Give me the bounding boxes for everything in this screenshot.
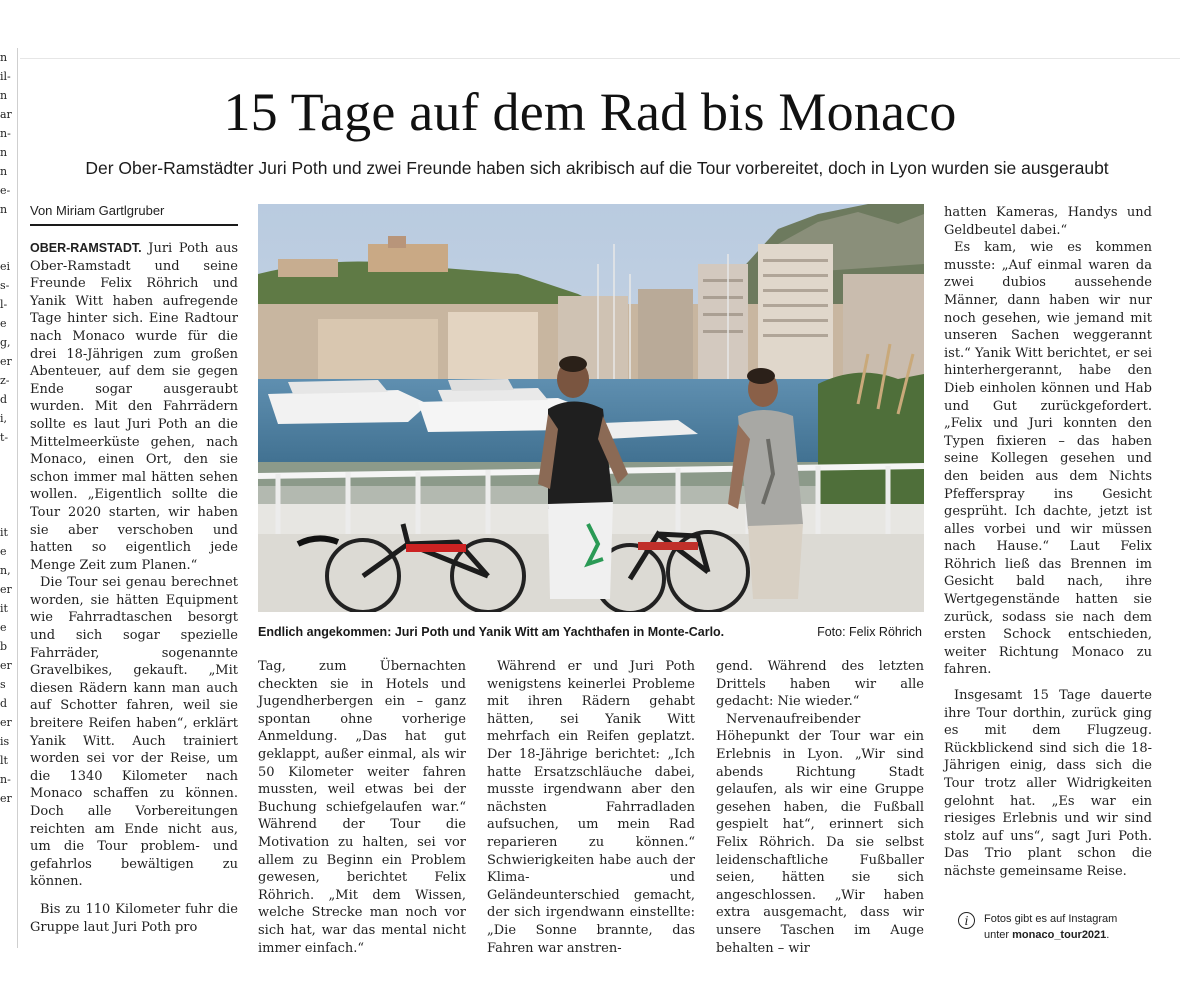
neighbor-fragment: er xyxy=(0,716,12,729)
neighbor-fragment: s- xyxy=(0,279,10,292)
instagram-handle: monaco_tour2021 xyxy=(1012,929,1107,941)
article-column-2 xyxy=(258,658,466,956)
neighbor-fragment: is xyxy=(0,735,10,748)
neighbor-fragment: it xyxy=(0,602,8,615)
neighbor-fragment xyxy=(0,466,13,485)
neighbor-fragment: er xyxy=(0,355,12,368)
paragraph: Insgesamt 15 Tage dauerte ihre Tour dorthin, zurück ging es mit dem Flugzeug. Rückblickend sind sich die 18-Jährigen einig, dass sich die Tour trotz aller Widrigkeiten gelohnt hat. „Es war ein riesiges Erlebnis und wir sind stolz auf uns“, sagt Juri Poth. Das Trio plant schon die nächste gemeinsame Reise. xyxy=(944,688,1152,879)
column-divider xyxy=(17,48,18,948)
neighbor-fragment xyxy=(0,219,13,238)
paragraph: gend. Während des letzten Drittels haben wir alle gedacht: Nie wieder.“ xyxy=(716,659,924,710)
subheadline: Der Ober-Ramstädter Juri Poth und zwei Freunde haben sich akribisch auf die Tour vorbereitet, doch in Lyon wurden sie ausgeraubt xyxy=(85,158,1109,178)
monaco-harbour-photo xyxy=(258,204,924,612)
neighbor-fragment: l- xyxy=(0,298,8,311)
article-photo xyxy=(258,204,924,612)
paragraph: Die Tour sei genau berechnet worden, sie hätten Equipment wie Fahrradtaschen besorgt und sich sogar spezielle Fahrräder, sogenannte Gravelbikes, gekauft. „Mit diesen Rädern kann man auch auf Schotter fahren, weil sie breitere Reifen haben“, erklärt Yanik Witt. Auch trainiert worden sei vor der Reise, um die 1340 Kilometer nach Monaco schaffen zu können. Doch alle Vorbereitungen reichten am Ende nicht aus, um die Tour problem- und gefahrlos bewältigen zu können. xyxy=(30,575,238,890)
top-rule xyxy=(20,58,1180,59)
neighbor-fragment: n xyxy=(0,203,8,216)
footnote-line-2: unter monaco_tour2021. xyxy=(984,929,1110,941)
photo-credit: Foto: Felix Röhrich xyxy=(817,625,922,639)
neighbor-fragment: e xyxy=(0,621,7,634)
neighbor-fragment: d xyxy=(0,697,8,710)
neighbor-fragment: d xyxy=(0,393,8,406)
neighbor-fragment xyxy=(0,485,13,504)
neighbor-fragment: n- xyxy=(0,127,11,140)
article-column-1 xyxy=(30,240,238,940)
neighbor-fragment: i, xyxy=(0,412,8,425)
caption-text: Endlich angekommen: Juri Poth und Yanik Witt am Yachthafen in Monte-Carlo. xyxy=(258,625,725,639)
neighbor-fragment: er xyxy=(0,583,12,596)
neighbor-fragment: n xyxy=(0,51,8,64)
neighbor-fragment: n xyxy=(0,89,8,102)
paragraph: Tag, zum Übernachten checkten sie in Hotels und Jugendherbergen ein – ganz spontan ohne vorherige Anmeldung. „Das hat gut geklappt, außer einmal, als wir 50 Kilometer weiter fahren mussten, weil etwas bei der Buchung schiefgelaufen war.“ Während der Tour die Motivation zu halten, sei vor allem zu Beginn ein Problem gewesen, berichtet Felix Röhrich. „Mit dem Wissen, welche Strecke man noch vor sich hat, war das mental nicht immer einfach.“ xyxy=(258,659,466,956)
neighbor-fragment: il- xyxy=(0,70,11,83)
neighbor-fragment: ar xyxy=(0,108,12,121)
paragraph: Es kam, wie es kommen musste: „Auf einmal waren da zwei dubios aussehende Männer, dann haben wir nur noch gesehen, wie jemand mit unseren Sachen weggerannt ist.“ Yanik Witt berichtet, er sei hinterhergerannt, habe den Dieb einholen können und Hab und Gut zurückgefordert. „Felix und Juri konnten den Typen fixieren – das haben seine Kollegen gesehen und den beiden aus dem Nichts Pfefferspray ins Gesicht gesprüht. Ich dachte, jetzt ist alles vorbei und wir müssen nach Hause.“ Laut Felix Röhrich ließ das Brennen im Gesicht bald nach, ihre Wertgegenstände hatten sie zurück, sodass sie nach dem ersten Schock entschieden, weiter Richtung Monaco zu fahren. xyxy=(944,240,1152,678)
neighbor-fragment: t- xyxy=(0,431,9,444)
headline: 15 Tage auf dem Rad bis Monaco xyxy=(223,82,957,142)
neighbor-fragment xyxy=(0,447,13,466)
neighbor-fragment: b xyxy=(0,640,8,653)
neighbor-fragment: s xyxy=(0,678,6,691)
neighbor-fragment: lt xyxy=(0,754,8,767)
neighbor-fragment: z- xyxy=(0,374,10,387)
info-icon: i xyxy=(958,912,975,929)
article-column-3 xyxy=(487,658,695,956)
neighbor-fragment xyxy=(0,238,13,257)
paragraph: Während er und Juri Poth wenigstens keinerlei Probleme mit ihren Rädern gehabt hätten, sei Yanik Witt mehrfach ein Reifen geplatzt. Der 18-Jährige berichtet: „Ich hatte Ersatzschläuche dabei, musste irgendwann aber den nächsten Fahrradladen aufsuchen, um mein Rad reparieren zu können.“ Schwierigkeiten habe auch der Klima- und Geländeunterschied gemacht, der sich irgendwann einstellte: „Die Sonne brannte, das Fahren war anstren- xyxy=(487,659,695,956)
neighbor-fragment: e xyxy=(0,317,7,330)
neighbor-fragment: e xyxy=(0,545,7,558)
neighbor-fragment: e- xyxy=(0,184,11,197)
neighbor-fragment: n, xyxy=(0,564,11,577)
byline: Von Miriam Gartlgruber xyxy=(30,200,238,226)
paragraph: OBER-RAMSTADT. Juri Poth aus Ober-Ramstadt und seine Freunde Felix Röhrich und Yanik Witt haben aufregende Tage hinter sich. Eine Radtour nach Monaco wurde für die drei 18-Jährigen zum großen Abenteuer, auf dem sie gegen Ende sogar ausgeraubt wurden. Mit den Fahrrädern sollte es laut Juri Poth an die Mittelmeerküste gehen, nach Monaco, einen Ort, den sie schon immer mal hätten sehen wollen. „Eigentlich sollte die Tour 2020 starten, wir haben sie aber verschoben und hatten so eigentlich jede Menge Zeit zum Planen.“ xyxy=(30,241,238,573)
neighbor-fragment: n xyxy=(0,165,8,178)
article-column-5 xyxy=(944,204,1152,904)
dateline: OBER-RAMSTADT. xyxy=(30,241,142,255)
neighbor-fragment: g, xyxy=(0,336,11,349)
neighbor-fragment: er xyxy=(0,659,12,672)
paragraph: Nervenaufreibender Höhepunkt der Tour war ein Erlebnis in Lyon. „Wir sind abends Richtung Stadt gelaufen, als wir eine Gruppe gesehen haben, die Fußball gespielt hat“, erinnert sich Felix Röhrich. Da sie selbst leidenschaftliche Fußballer seien, hätten sie sich angeschlossen. „Wir haben extra ausgemacht, dass wir unsere Taschen im Auge behalten – wir xyxy=(716,711,924,956)
photo-caption xyxy=(258,622,924,642)
neighbor-column-fragment xyxy=(0,48,13,948)
neighbor-fragment: it xyxy=(0,526,8,539)
footnote-line-1: Fotos gibt es auf Instagram xyxy=(984,913,1118,925)
neighbor-fragment: n xyxy=(0,146,8,159)
article-column-4 xyxy=(716,658,924,956)
neighbor-fragment xyxy=(0,504,13,523)
paragraph: hatten Kameras, Handys und Geldbeutel dabei.“ xyxy=(944,205,1152,238)
neighbor-fragment: n- xyxy=(0,773,11,786)
neighbor-fragment: ei xyxy=(0,260,11,273)
paragraph: Bis zu 110 Kilometer fuhr die Gruppe laut Juri Poth pro xyxy=(30,901,238,935)
neighbor-fragment: er xyxy=(0,792,12,805)
